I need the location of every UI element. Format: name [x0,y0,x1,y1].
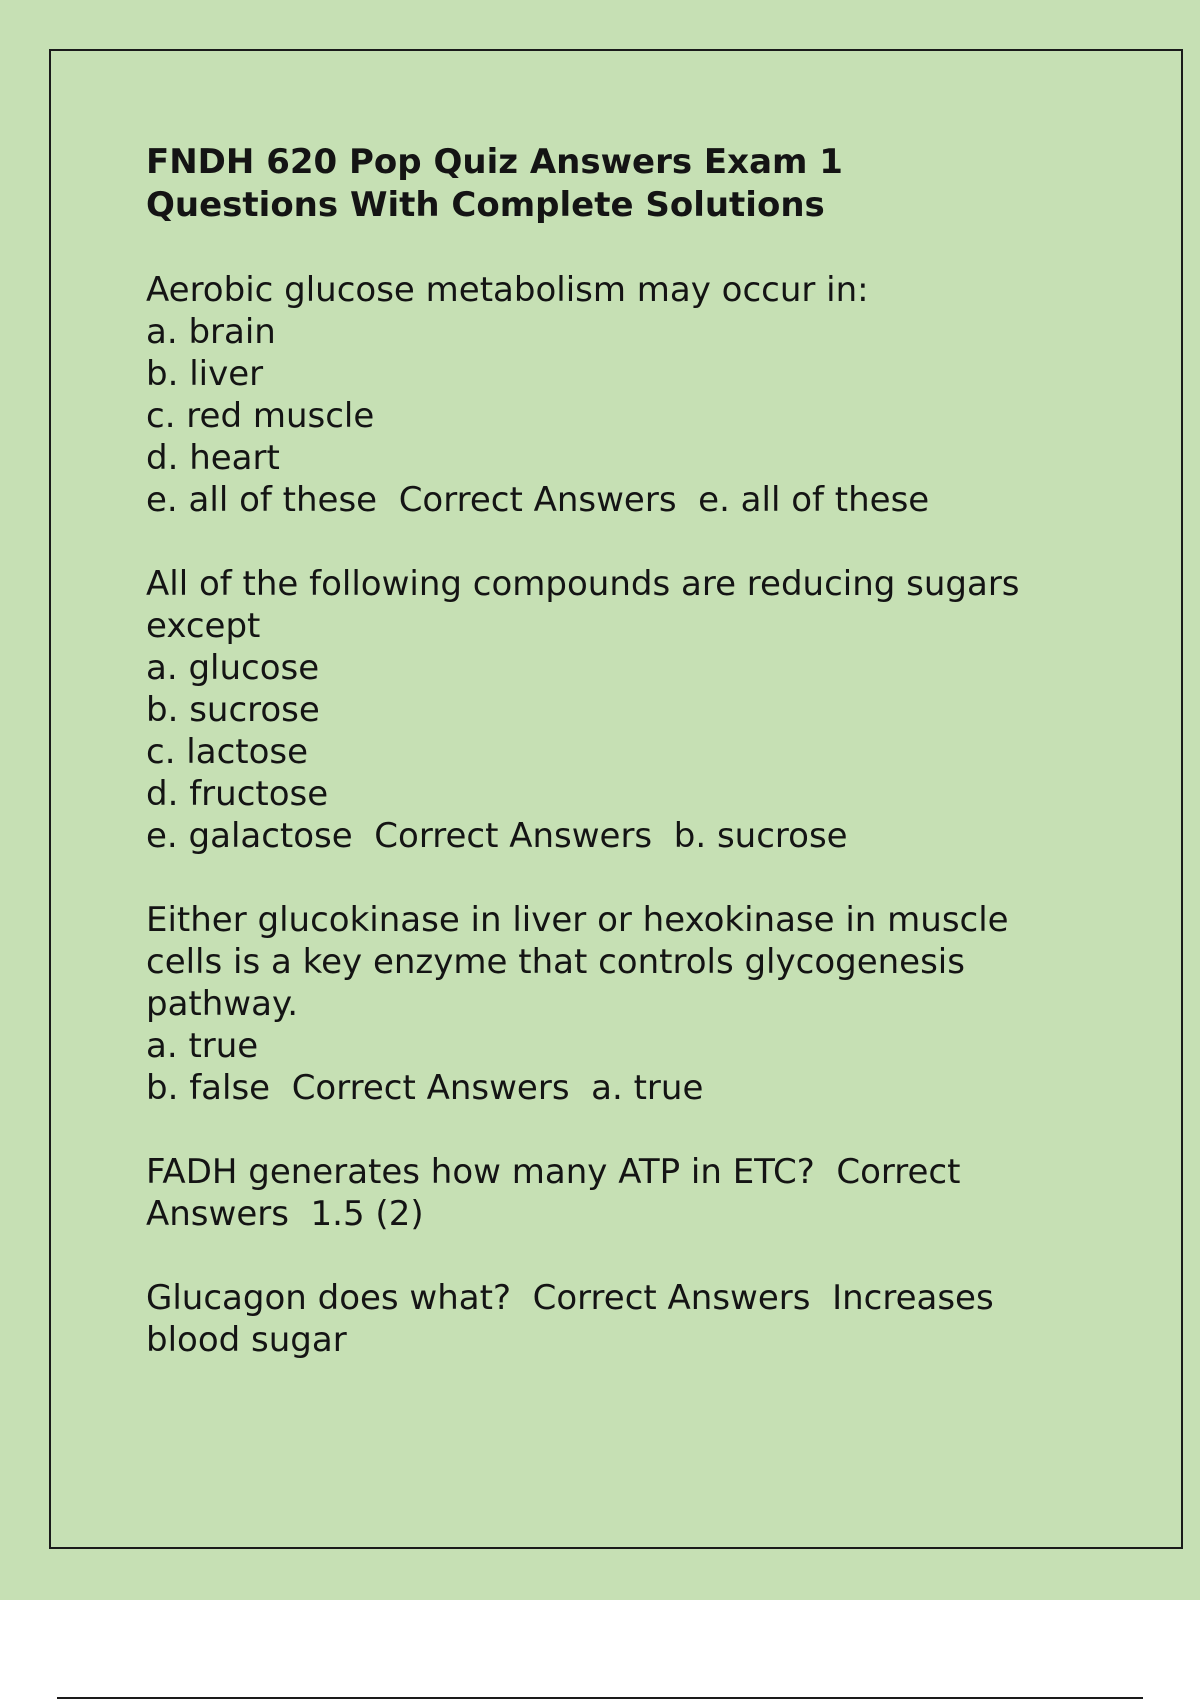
question-3-answer: b. false Correct Answers a. true [146,1068,704,1108]
question-1-option: b. liver [146,354,264,394]
question-1-answer: e. all of these Correct Answers e. all of these [146,480,930,520]
title-line-2: Questions With Complete Solutions [146,185,825,225]
question-4-line: FADH generates how many ATP in ETC? Correct [146,1152,961,1192]
question-3-line: pathway. [146,984,299,1024]
question-3 [146,899,1106,1109]
question-2 [146,563,1106,857]
question-1-option: d. heart [146,438,280,478]
title-line-1: FNDH 620 Pop Quiz Answers Exam 1 [146,142,843,182]
question-1-option: c. red muscle [146,396,375,436]
page-title [146,141,1106,227]
question-1-option: a. brain [146,312,276,352]
question-2-line: except [146,606,261,646]
question-3-option: a. true [146,1026,259,1066]
question-2-option: c. lactose [146,732,309,772]
question-1-line: Aerobic glucose metabolism may occur in: [146,270,869,310]
question-5-answer: blood sugar [146,1320,347,1360]
question-2-line: All of the following compounds are reducing sugars [146,564,1020,604]
question-2-option: b. sucrose [146,690,320,730]
question-5-line: Glucagon does what? Correct Answers Increases [146,1278,994,1318]
footer-divider [57,1697,1143,1699]
question-4-answer: Answers 1.5 (2) [146,1194,424,1234]
document-content [146,141,1106,1403]
question-1 [146,269,1106,521]
question-4 [146,1151,1106,1235]
question-2-answer: e. galactose Correct Answers b. sucrose [146,816,848,856]
question-5 [146,1277,1106,1361]
question-3-line: Either glucokinase in liver or hexokinase in muscle [146,900,1009,940]
question-2-option: d. fructose [146,774,329,814]
question-2-option: a. glucose [146,648,320,688]
question-3-line: cells is a key enzyme that controls glycogenesis [146,942,965,982]
